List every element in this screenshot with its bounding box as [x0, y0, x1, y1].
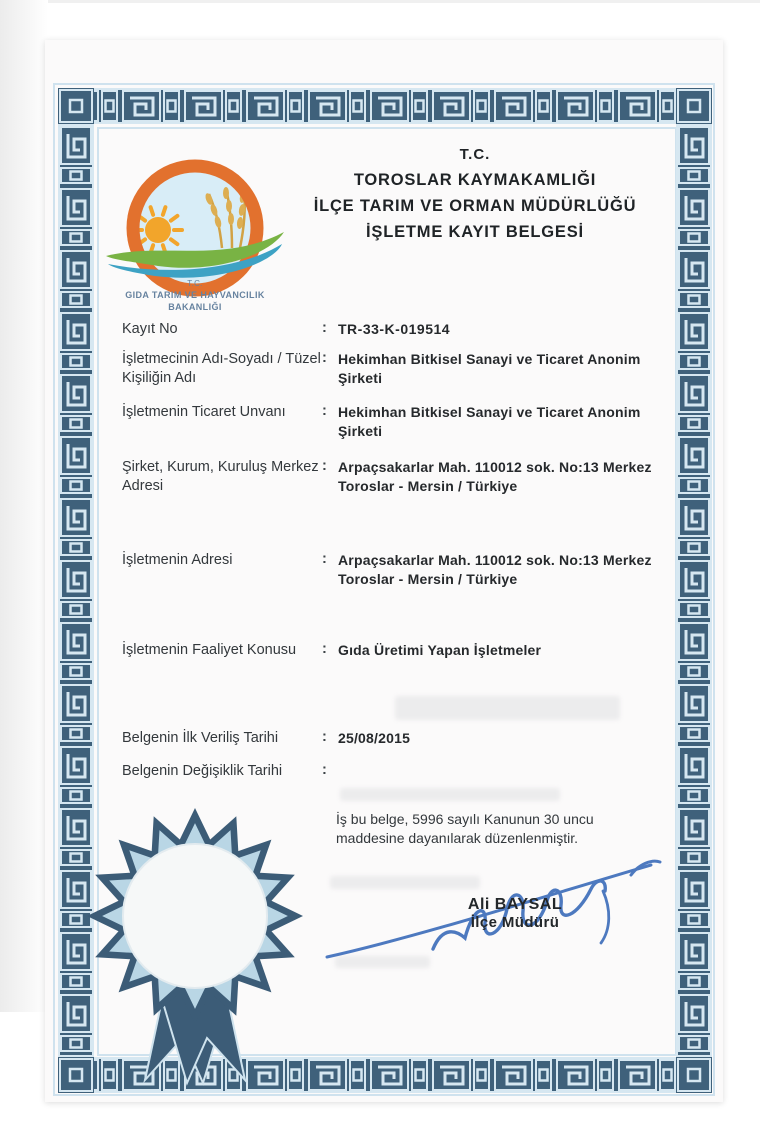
- document-header: [295, 143, 655, 245]
- field-colon: :: [322, 320, 327, 336]
- ghost-text-smudge: [340, 788, 560, 801]
- field-label: Belgenin Değişiklik Tarihi: [122, 763, 283, 779]
- border-corner-tr: [676, 88, 712, 124]
- field-colon: :: [322, 641, 327, 657]
- scan-left-shadow: [0, 0, 48, 1012]
- signer-name: Ali BAYSAL: [467, 896, 563, 913]
- header-authority: TOROSLAR KAYMAKAMLIĞI: [353, 171, 597, 189]
- logo-text-bakanligi: BAKANLIĞI: [168, 302, 222, 312]
- field-colon: :: [322, 551, 327, 567]
- field-label: Şirket, Kurum, Kuruluş Merkez Adresi: [122, 459, 319, 494]
- field-colon: :: [322, 729, 327, 745]
- field-value: Hekimhan Bitkisel Sanayi ve Ticaret Anonim Şirketi: [338, 404, 641, 439]
- field-row-kayit-no: [122, 320, 670, 339]
- field-row-isletmeci-adi: [122, 350, 670, 388]
- field-colon: :: [322, 762, 327, 778]
- field-row-ilk-verilis-tarihi: [122, 729, 670, 748]
- field-label: İşletmenin Ticaret Unvanı: [122, 404, 286, 420]
- legal-basis-text: İş bu belge, 5996 sayılı Kanunun 30 uncu maddesine dayanılarak düzenlenmiştir.: [336, 811, 594, 846]
- field-value: TR-33-K-019514: [338, 321, 451, 337]
- field-colon: :: [322, 403, 327, 419]
- field-value: Arpaçsakarlar Mah. 110012 sok. No:13 Merkez Toroslar - Mersin / Türkiye: [338, 459, 652, 494]
- signature-block: [425, 896, 605, 931]
- field-label: İşletmenin Adresi: [122, 552, 233, 568]
- field-row-merkez-adresi: [122, 458, 670, 496]
- medallion-ribbon-icon: [85, 798, 305, 1094]
- field-row-ticaret-unvani: [122, 403, 670, 441]
- border-corner-tl: [58, 88, 94, 124]
- field-label: İşletmenin Faaliyet Konusu: [122, 642, 297, 658]
- page-title: İŞLETME KAYIT BELGESİ: [366, 223, 584, 241]
- field-row-degisiklik-tarihi: [122, 762, 670, 781]
- ministry-logo: [100, 152, 290, 312]
- logo-text-ministry: GIDA TARIM VE HAYVANCILIK: [125, 290, 265, 300]
- ghost-text-smudge: [395, 696, 620, 720]
- signer-title: İlçe Müdürü: [470, 914, 560, 931]
- scan-paper-top-edge: [0, 0, 760, 3]
- header-country: T.C.: [459, 146, 491, 163]
- field-row-faaliyet-konusu: [122, 641, 670, 660]
- header-department: İLÇE TARIM VE ORMAN MÜDÜRLÜĞÜ: [313, 197, 637, 215]
- border-band-right: [676, 124, 712, 1057]
- field-value: Arpaçsakarlar Mah. 110012 sok. No:13 Merkez Toroslar - Mersin / Türkiye: [338, 552, 652, 587]
- logo-text-tc: T.C.: [187, 279, 203, 288]
- field-label: İşletmecinin Adı-Soyadı / Tüzel Kişiliğin Adı: [122, 351, 321, 386]
- field-label: Kayıt No: [122, 321, 178, 337]
- field-label: Belgenin İlk Veriliş Tarihi: [122, 730, 279, 746]
- field-value: Gıda Üretimi Yapan İşletmeler: [338, 642, 542, 658]
- field-row-isletme-adresi: [122, 551, 670, 589]
- field-colon: :: [322, 458, 327, 474]
- field-value: 25/08/2015: [338, 730, 411, 746]
- field-value: Hekimhan Bitkisel Sanayi ve Ticaret Anonim Şirketi: [338, 351, 641, 386]
- field-colon: :: [322, 350, 327, 366]
- border-corner-br: [676, 1057, 712, 1093]
- border-band-top: [58, 88, 712, 124]
